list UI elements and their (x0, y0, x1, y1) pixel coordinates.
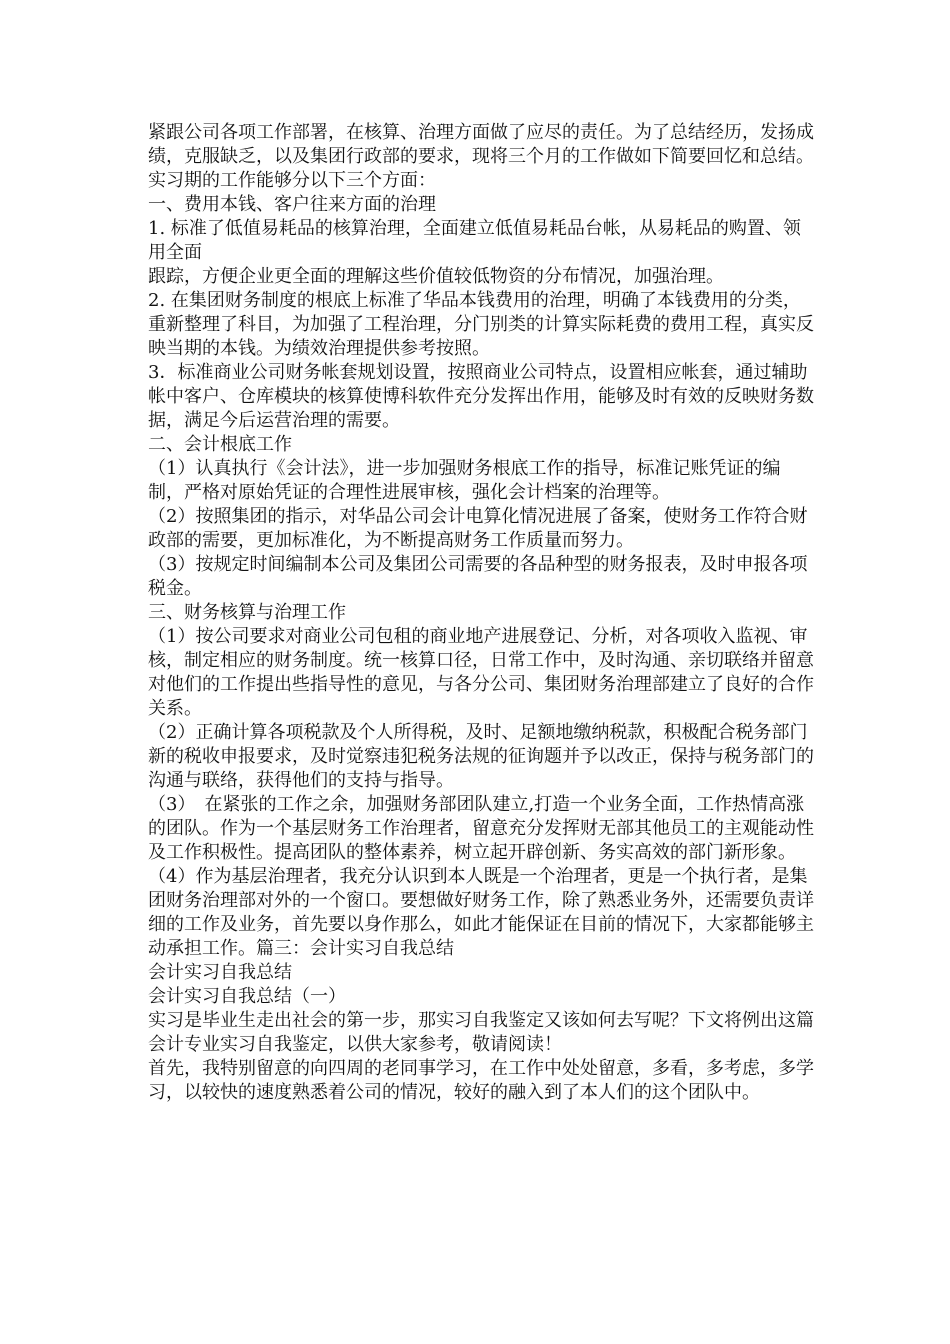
paragraph-item-2-2: （2）按照集团的指示，对华品公司会计电算化情况进展了备案，使财务工作符合财政部的需要，更加标准化，为不断提高财务工作质量而努力。 (148, 506, 808, 551)
paragraph-article-body: 首先，我特别留意的向四周的老同事学习，在工作中处处留意，多看，多考虑，多学习，以较快的速度熟悉着公司的情况，较好的融入到了本人们的这个团队中。 (148, 1058, 814, 1103)
section-heading-1: 一、费用本钱、客户往来方面的治理 (148, 194, 436, 215)
paragraph-item-3-3: （3） 在紧张的工作之余，加强财务部团队建立,打造一个业务全面，工作热情高涨的团队。作为一个基层财务工作治理者，留意充分发挥财无部其他员工的主观能动性及工作积极性。提高团队的整体素养，树立起开辟创新、务实高效的部门新形象。 (148, 794, 814, 863)
paragraph-article-intro: 实习是毕业生走出社会的第一步，那实习自我鉴定又该如何去写呢？下文将例出这篇会计专业实习自我鉴定，以供大家参考，敬请阅读！ (148, 1010, 814, 1055)
section-heading-2: 二、会计根底工作 (148, 434, 292, 455)
paragraph-item-3-4: （4）作为基层治理者，我充分认识到本人既是一个治理者，更是一个执行者，是集团财务治理部对外的一个窗口。要想做好财务工作，除了熟悉业务外，还需要负责详细的工作及业务，首先要以身作那么，如此才能保证在目前的情况下，大家都能够主动承担工作。篇三：会计实习自我总结 (148, 866, 814, 959)
paragraph-item-3-1: （1）按公司要求对商业公司包租的商业地产进展登记、分析，对各项收入监视、审核，制定相应的财务制度。统一核算口径，日常工作中，及时沟通、亲切联络并留意对他们的工作提出些指导性的意见，与各分公司、集团财务治理部建立了良好的合作关系。 (148, 626, 814, 719)
section-heading-3: 三、财务核算与治理工作 (148, 602, 346, 623)
paragraph-item-2-1: （1）认真执行《会计法》，进一步加强财务根底工作的指导，标准记账凭证的编制，严格对原始凭证的合理性进展审核，强化会计档案的治理等。 (148, 458, 781, 503)
paragraph-item-1-2: 2. 在集团财务制度的根底上标准了华品本钱费用的治理，明确了本钱费用的分类，重新整理了科目，为加强了工程治理，分门别类的计算实际耗费的费用工程，真实反映当期的本钱。为绩效治理提供参考按照。 (148, 290, 814, 359)
paragraph-item-3-2: （2）正确计算各项税款及个人所得税，及时、足额地缴纳税款，积极配合税务部门新的税收申报要求，及时觉察违犯税务法规的征询题并予以改正，保持与税务部门的沟通与联络，获得他们的支持与指导。 (148, 722, 814, 791)
paragraph-item-1-1-cont: 跟踪，方便企业更全面的理解这些价值较低物资的分布情况，加强治理。 (148, 266, 724, 287)
paragraph-intro: 紧跟公司各项工作部署，在核算、治理方面做了应尽的责任。为了总结经历，发扬成绩，克服缺乏，以及集团行政部的要求，现将三个月的工作做如下简要回忆和总结。 (148, 122, 814, 167)
paragraph-overview: 实习期的工作能够分以下三个方面： (148, 170, 436, 191)
document-body (148, 121, 814, 1105)
article-title: 会计实习自我总结 (148, 962, 292, 983)
paragraph-item-1-1: 1. 标准了低值易耗品的核算治理，全面建立低值易耗品台帐，从易耗品的购置、领用全面 (148, 218, 801, 263)
paragraph-item-1-3: 3．标准商业公司财务帐套规划设置，按照商业公司特点，设置相应帐套，通过辅助帐中客户、仓库模块的核算使博科软件充分发挥出作用，能够及时有效的反映财务数据，满足今后运营治理的需要。 (148, 362, 814, 431)
paragraph-item-2-3: （3）按规定时间编制本公司及集团公司需要的各品种型的财务报表，及时申报各项税金。 (148, 554, 808, 599)
article-subtitle: 会计实习自我总结（一） (148, 986, 346, 1007)
